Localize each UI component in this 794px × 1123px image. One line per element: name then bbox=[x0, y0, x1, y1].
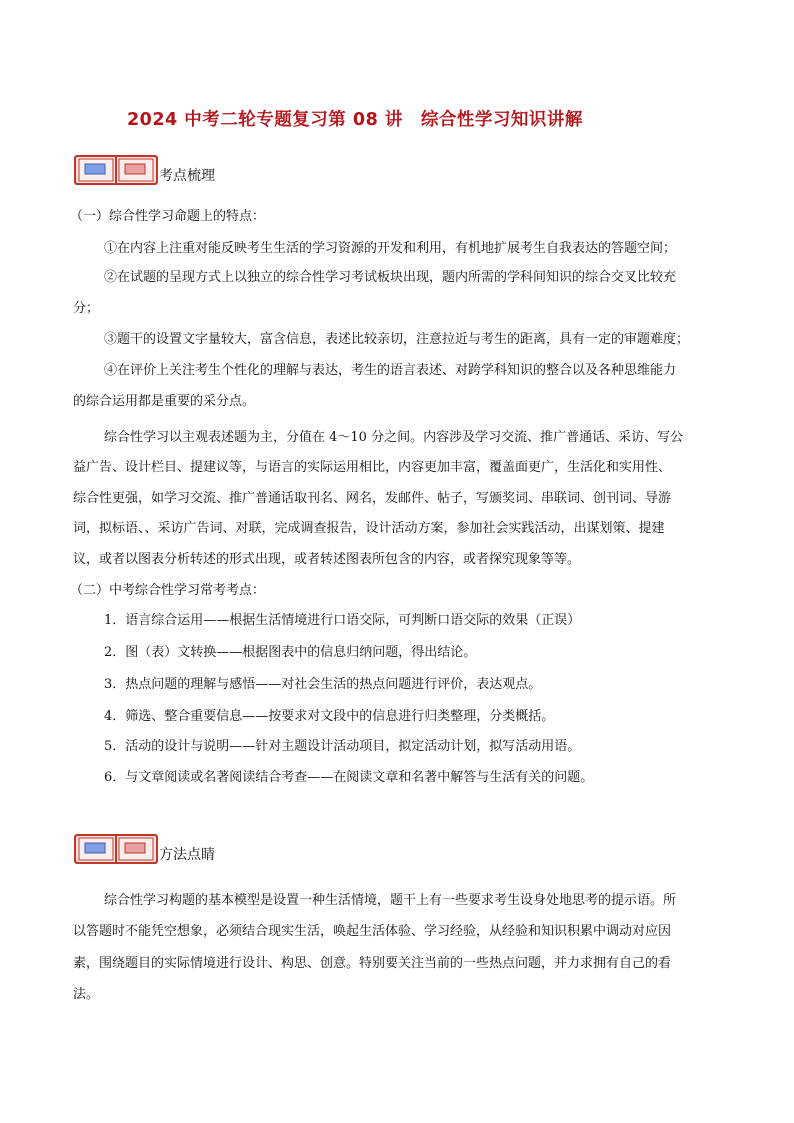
subheading: （一）综合性学习命题上的特点： bbox=[70, 209, 266, 224]
section-header-fangfa bbox=[73, 832, 373, 866]
paragraph-line: 以答题时不能凭空想象，必须结合现实生活，唤起生活体验、学习经验，从经验和知识积累中调动对应因 bbox=[73, 924, 672, 939]
paragraph-line: 益广告、设计栏目、提建议等，与语言的实际运用相比，内容更加丰富，覆盖面更广，生活化和实用性、 bbox=[73, 460, 672, 475]
section-heading: 方法点睛 bbox=[159, 847, 215, 863]
paragraph-line: 综合性学习构题的基本模型是设置一种生活情境，题干上有一些要求考生设身处地思考的提示语。所 bbox=[104, 893, 677, 908]
list-item: 1．语言综合运用——根据生活情境进行口语交际，可判断口语交际的效果（正误） bbox=[104, 613, 581, 628]
paragraph-line: ④在评价上关注考生个性化的理解与表达，考生的语言表述、对跨学科知识的整合以及各种思维能力 bbox=[104, 363, 677, 378]
paragraph-line: ③题干的设置文字量较大，富含信息，表述比较亲切，注意拉近与考生的距离，具有一定的审题难度； bbox=[104, 332, 690, 347]
section-header-kaodian bbox=[73, 153, 373, 187]
paragraph-line: 议，或者以图表分析转述的形式出现，或者转述图表所包含的内容，或者探究现象等等。 bbox=[73, 552, 581, 567]
paragraph-line: 综合性更强，如学习交流、推广普通话取刊名、网名，发邮件、帖子，写颁奖词、串联词、创刊词、导游 bbox=[73, 491, 672, 506]
list-item: 5．活动的设计与说明——针对主题设计活动项目，拟定活动计划，拟写活动用语。 bbox=[104, 739, 581, 754]
subheading: （二）中考综合性学习常考考点： bbox=[70, 583, 266, 598]
paragraph-line: 的综合运用都是重要的采分点。 bbox=[73, 394, 256, 409]
list-item: 3．热点问题的理解与感悟——对社会生活的热点问题进行评价，表达观点。 bbox=[104, 677, 542, 692]
document-title: 2024 中考二轮专题复习第 08 讲 综合性学习知识讲解 bbox=[127, 110, 583, 130]
paragraph-line: 综合性学习以主观表述题为主，分值在 4～10 分之间。内容涉及学习交流、推广普通话、采访、写公 bbox=[104, 430, 684, 445]
paragraph-line: ①在内容上注重对能反映考生生活的学习资源的开发和利用，有机地扩展考生自我表达的答题空间； bbox=[104, 241, 677, 256]
paragraph-line: 词，拟标语、、采访广告词、对联，完成调查报告，设计活动方案，参加社会实践活动，出谋划策、提建 bbox=[73, 521, 665, 536]
paragraph-line: ②在试题的呈现方式上以独立的综合性学习考试板块出现，题内所需的学科间知识的综合交叉比较充 bbox=[104, 270, 677, 285]
paragraph-line: 分； bbox=[73, 301, 100, 316]
list-item: 2．图（表）文转换——根据图表中的信息归纳问题，得出结论。 bbox=[104, 645, 477, 660]
open-book-icon bbox=[73, 153, 159, 187]
list-item: 4．筛选、整合重要信息——按要求对文段中的信息进行归类整理，分类概括。 bbox=[104, 709, 555, 724]
section-heading: 考点梳理 bbox=[159, 168, 215, 184]
list-item: 6．与文章阅读或名著阅读结合考查——在阅读文章和名著中解答与生活有关的问题。 bbox=[104, 770, 594, 785]
open-book-icon bbox=[73, 832, 159, 866]
paragraph-line: 素，围绕题目的实际情境进行设计、构思、创意。特别要关注当前的一些热点问题，并力求拥有自己的看 bbox=[73, 956, 672, 971]
paragraph-line: 法。 bbox=[73, 987, 100, 1002]
